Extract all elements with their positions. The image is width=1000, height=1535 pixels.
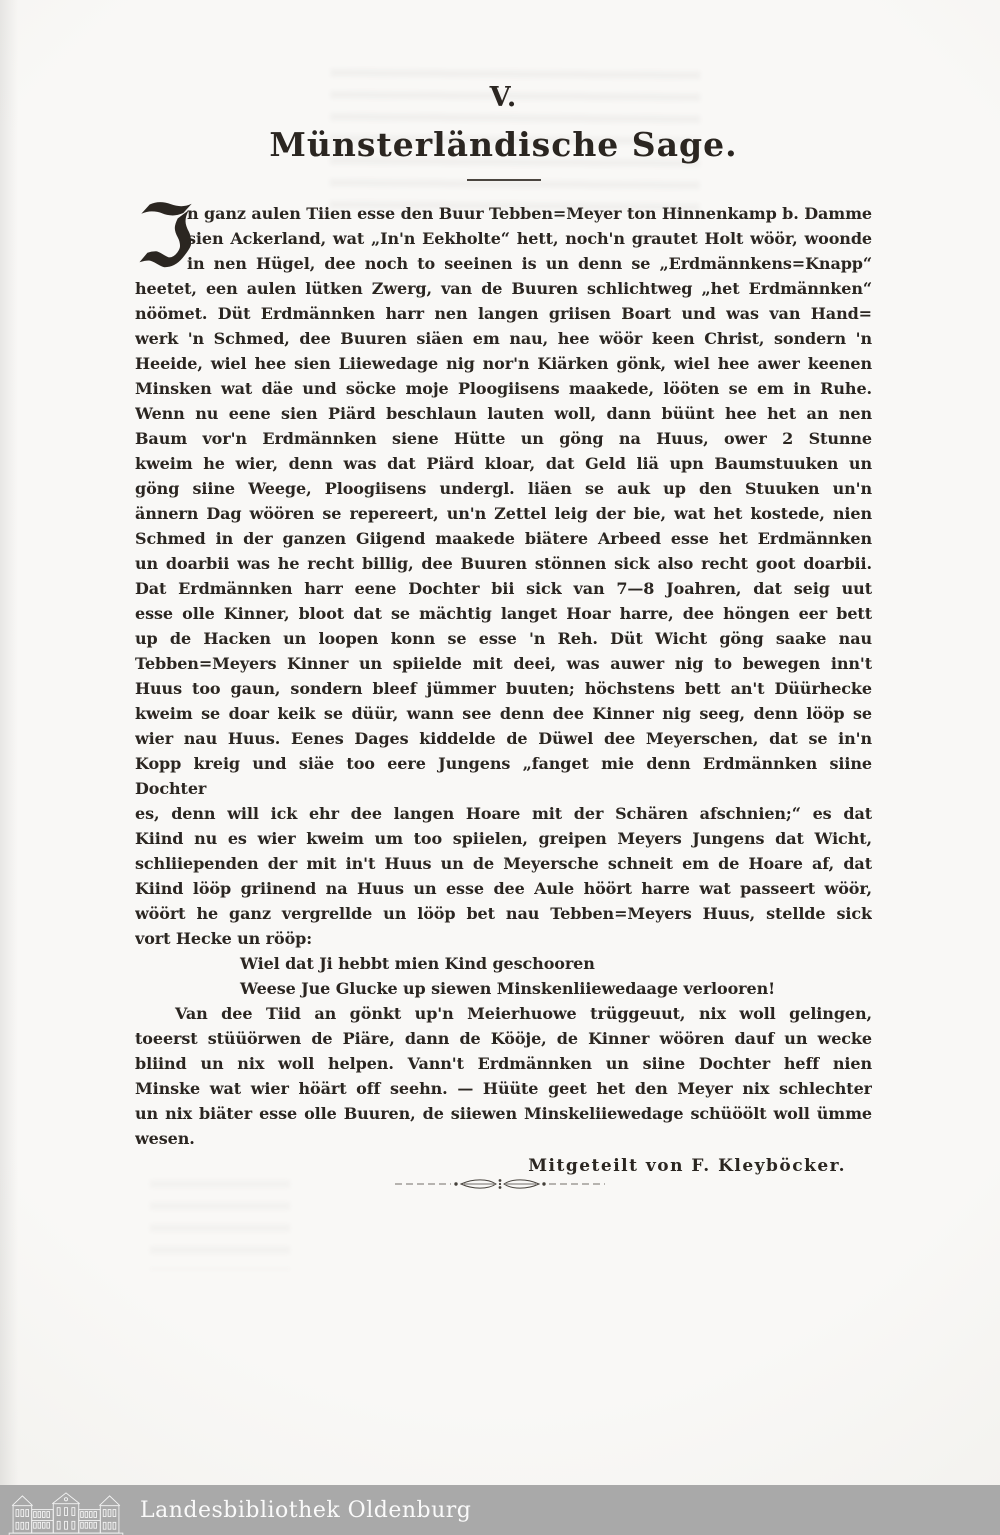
text-line: in nen Hügel, dee noch to seeinen is un denn se „Erdmännkens=Knapp“ [187, 254, 872, 273]
text-line: wesen. [135, 1129, 195, 1148]
text-line: göng siine Weege, Ploogiisens undergl. liäen se auk up den Stuuken un'n [135, 479, 872, 498]
text-line: Wiel dat Ji hebbt mien Kind geschooren [240, 954, 595, 973]
text-line: n ganz aulen Tiien esse den Buur Tebben=Meyer ton Hinnenkamp b. Damme [187, 204, 872, 223]
text-line: kweim he wier, denn was dat Piärd kloar, dat Geld liä upn Baumstuuken un [135, 454, 872, 473]
text-line: Kiind lööp griinend na Huus un esse dee Aule höört harre wat passeert wöör, [135, 879, 872, 898]
text-line: Dat Erdmännken harr eene Dochter bii sick van 7—8 Joahren, dat seig uut [135, 579, 872, 598]
text-line: heetet, een aulen lütken Zwerg, van de Buuren schlichtweg „het Erdmännken“ [135, 279, 872, 298]
text-line: Wenn nu eene sien Piärd beschlaun lauten woll, dann büünt hee het an nen [135, 404, 872, 423]
text-line: un nix biäter esse olle Buuren, de siiewen Minskeliiewedage schüöölt woll ümme [135, 1104, 872, 1123]
footer-library-name: Landesbibliothek Oldenburg [140, 1497, 472, 1523]
text-line: ännern Dag wöören se repereert, un'n Zettel leig der bie, wat het kostede, nien [135, 504, 872, 523]
title-rule [467, 179, 541, 181]
text-line: Huus too gaun, sondern bleef jümmer buuten; höchstens bett an't Düürhecke [135, 679, 872, 698]
text-line: wöört he ganz vergrellde un lööp bet nau Tebben=Meyers Huus, stellde sick [135, 904, 872, 923]
text-line: toeerst stüüörwen de Piäre, dann de Kööje, de Kinner wöören dauf un wecke [135, 1029, 872, 1048]
text-line: Tebben=Meyers Kinner un spiielde mit deei, was auwer nig to bewegen inn't [135, 654, 872, 673]
chapter-number: V. [489, 82, 518, 113]
text-line: werk 'n Schmed, dee Buuren siäen em nau, hee wöör keen Christ, sondern 'n [135, 329, 872, 348]
drop-cap-initial: ℑ [135, 186, 195, 287]
footer-bar [0, 1485, 1000, 1535]
text-line: Van dee Tiid an gönkt up'n Meierhuowe trüggeuut, nix woll gelingen, [175, 1004, 872, 1023]
text-line: bliind un nix woll helpen. Vann't Erdmännken un siine Dochter heff nien [135, 1054, 872, 1073]
library-building-icon [7, 1490, 125, 1535]
text-line: schliiependen der mit in't Huus un de Meyersche schneit em de Hoare af, dat [135, 854, 872, 873]
text-line: wier nau Huus. Eenes Dages kiddelde de Düwel dee Meyerschen, dat se in'n [135, 729, 872, 748]
attribution-line: Mitgeteilt von F. Kleyböcker. [528, 1156, 846, 1176]
page-title: Münsterländische Sage. [269, 125, 738, 164]
text-line: Minsken wat däe und söcke moje Ploogiisens maakede, lööten se em in Ruhe. [135, 379, 872, 398]
text-line: Kopp kreig und siäe too eere Jungens „fanget mie denn Erdmännken siine Dochter [135, 754, 872, 798]
text-line: Kiind nu es wier kweim um too spiielen, greipen Meyers Jungens dat Wicht, [135, 829, 872, 848]
text-line: esse olle Kinner, bloot dat se mächtig langet Hoar harre, dee höngen eer bett [135, 604, 872, 623]
text-line: Baum vor'n Erdmännken siene Hütte un göng na Huus, ower 2 Stunne [135, 429, 872, 448]
text-line: es, denn will ick ehr dee langen Hoare mit der Schären afschnien;“ es dat [135, 804, 872, 823]
divider-ornament-icon [395, 1176, 605, 1192]
page-content [135, 82, 872, 1176]
text-line: kweim se doar keik se düür, wann see denn dee Kinner nig seeg, denn lööp se [135, 704, 872, 723]
tailpiece-ornament [0, 1176, 1000, 1196]
text-line: Schmed in der ganzen Giigend maakede biätere Arbeed esse het Erdmännken [135, 529, 872, 548]
text-line: Weese Jue Glucke up siewen Minskenliiewedaage verlooren! [240, 979, 776, 998]
text-line: sien Ackerland, wat „In'n Eekholte“ hett, noch'n grautet Holt wöör, woonde [187, 229, 872, 248]
page-edge-shadow [0, 0, 18, 1535]
text-line: vort Hecke un rööp: [135, 929, 313, 948]
text-line: up de Hacken un loopen konn se esse 'n Reh. Düt Wicht göng saake nau [135, 629, 872, 648]
text-line: un doarbii was he recht billig, dee Buuren stönnen sick also recht goot doarbii. [135, 554, 872, 573]
text-line: Heeide, wiel hee sien Liiewedage nig nor'n Kiärken gönk, wiel hee awer keenen [135, 354, 872, 373]
text-line: nöömet. Düt Erdmännken harr nen langen griisen Boart und was van Hand= [135, 304, 872, 323]
body-text [135, 186, 872, 1151]
text-line: Minske wat wier höärt off seehn. — Hüüte geet het den Meyer nix schlechter [135, 1079, 872, 1098]
